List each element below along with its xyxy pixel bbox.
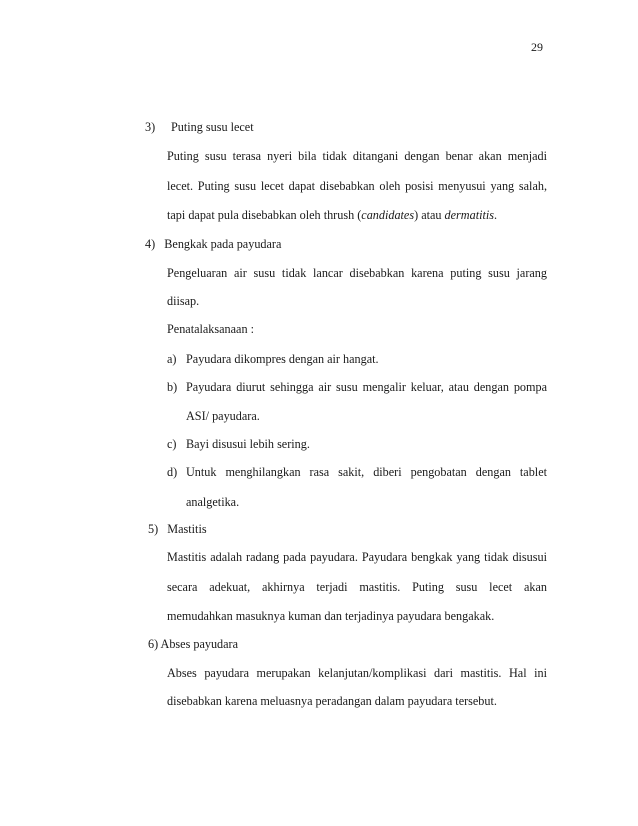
section-3-number: 3) xyxy=(145,120,156,134)
list-item-d-continued: analgetika. xyxy=(186,495,240,509)
section-5-line-1: Mastitis adalah radang pada payudara. Payudara bengkak yang tidak disusui xyxy=(167,550,547,564)
term-candidates: candidates xyxy=(361,208,415,222)
list-item-b-continued: ASI/ payudara. xyxy=(186,409,260,423)
section-3-heading: Puting susu lecet xyxy=(171,120,254,134)
term-dermatitis: dermatitis xyxy=(444,208,494,222)
section-6-heading: 6) Abses payudara xyxy=(148,637,239,651)
section-4-line-2: diisap. xyxy=(167,294,200,308)
page-number: 29 xyxy=(531,40,543,54)
section-5-line-3: memudahkan masuknya kuman dan terjadinya payudara bengakak. xyxy=(167,609,495,623)
section-5-line-2: secara adekuat, akhirnya terjadi mastitis. Puting susu lecet akan xyxy=(167,580,547,594)
section-6-line-2: disebabkan karena meluasnya peradangan dalam payudara tersebut. xyxy=(167,694,497,708)
document-page: 29 3) Puting susu lecet Puting susu terasa nyeri bila tidak ditangani dengan benar akan menjadi lecet. Puting susu lecet dapat disebabkan oleh posisi menyusui yang salah, tapi dapat pula disebabkan oleh thrush (candidates) atau dermatitis. 4) Bengkak pada payudara Pengeluaran air susu tidak lancar disebabkan karena puting susu jarang diisap. Penatalaksanaan : a) Payudara dikompres dengan air hangat. b) Payudara diurut sehingga air susu mengalir keluar, atau dengan pompa ASI/ payudara. c) Bayi disusui lebih sering. d) Untuk menghilangkan rasa sakit, diberi pengobatan dengan tablet analgetika. 5) Mastitis Mastitis adalah radang pada payudara. Payudara bengkak yang tidak disusui secara adekuat, akhirnya terjadi mastitis. Puting susu lecet akan memudahkan masuknya kuman dan terjadinya payudara bengakak. 6) Abses payudara Abses payudara merupakan kelanjutan/komplikasi dari mastitis. Hal ini disebabkan karena meluasnya peradangan dalam payudara tersebut. xyxy=(145,40,547,708)
section-3-line-2: lecet. Puting susu lecet dapat disebabkan oleh posisi menyusui yang salah, xyxy=(167,179,547,193)
section-4-heading: 4) Bengkak pada payudara xyxy=(145,237,282,251)
section-3-line-1: Puting susu terasa nyeri bila tidak ditangani dengan benar akan menjadi xyxy=(167,149,547,163)
section-3-line-3: tapi dapat pula disebabkan oleh thrush (candidates) atau dermatitis. xyxy=(167,208,498,222)
section-4-line-1: Pengeluaran air susu tidak lancar disebabkan karena puting susu jarang xyxy=(167,266,547,280)
section-4-label: Penatalaksanaan : xyxy=(167,322,254,336)
section-6-line-1: Abses payudara merupakan kelanjutan/komplikasi dari mastitis. Hal ini xyxy=(167,666,547,680)
section-5-heading: 5) Mastitis xyxy=(148,522,207,536)
